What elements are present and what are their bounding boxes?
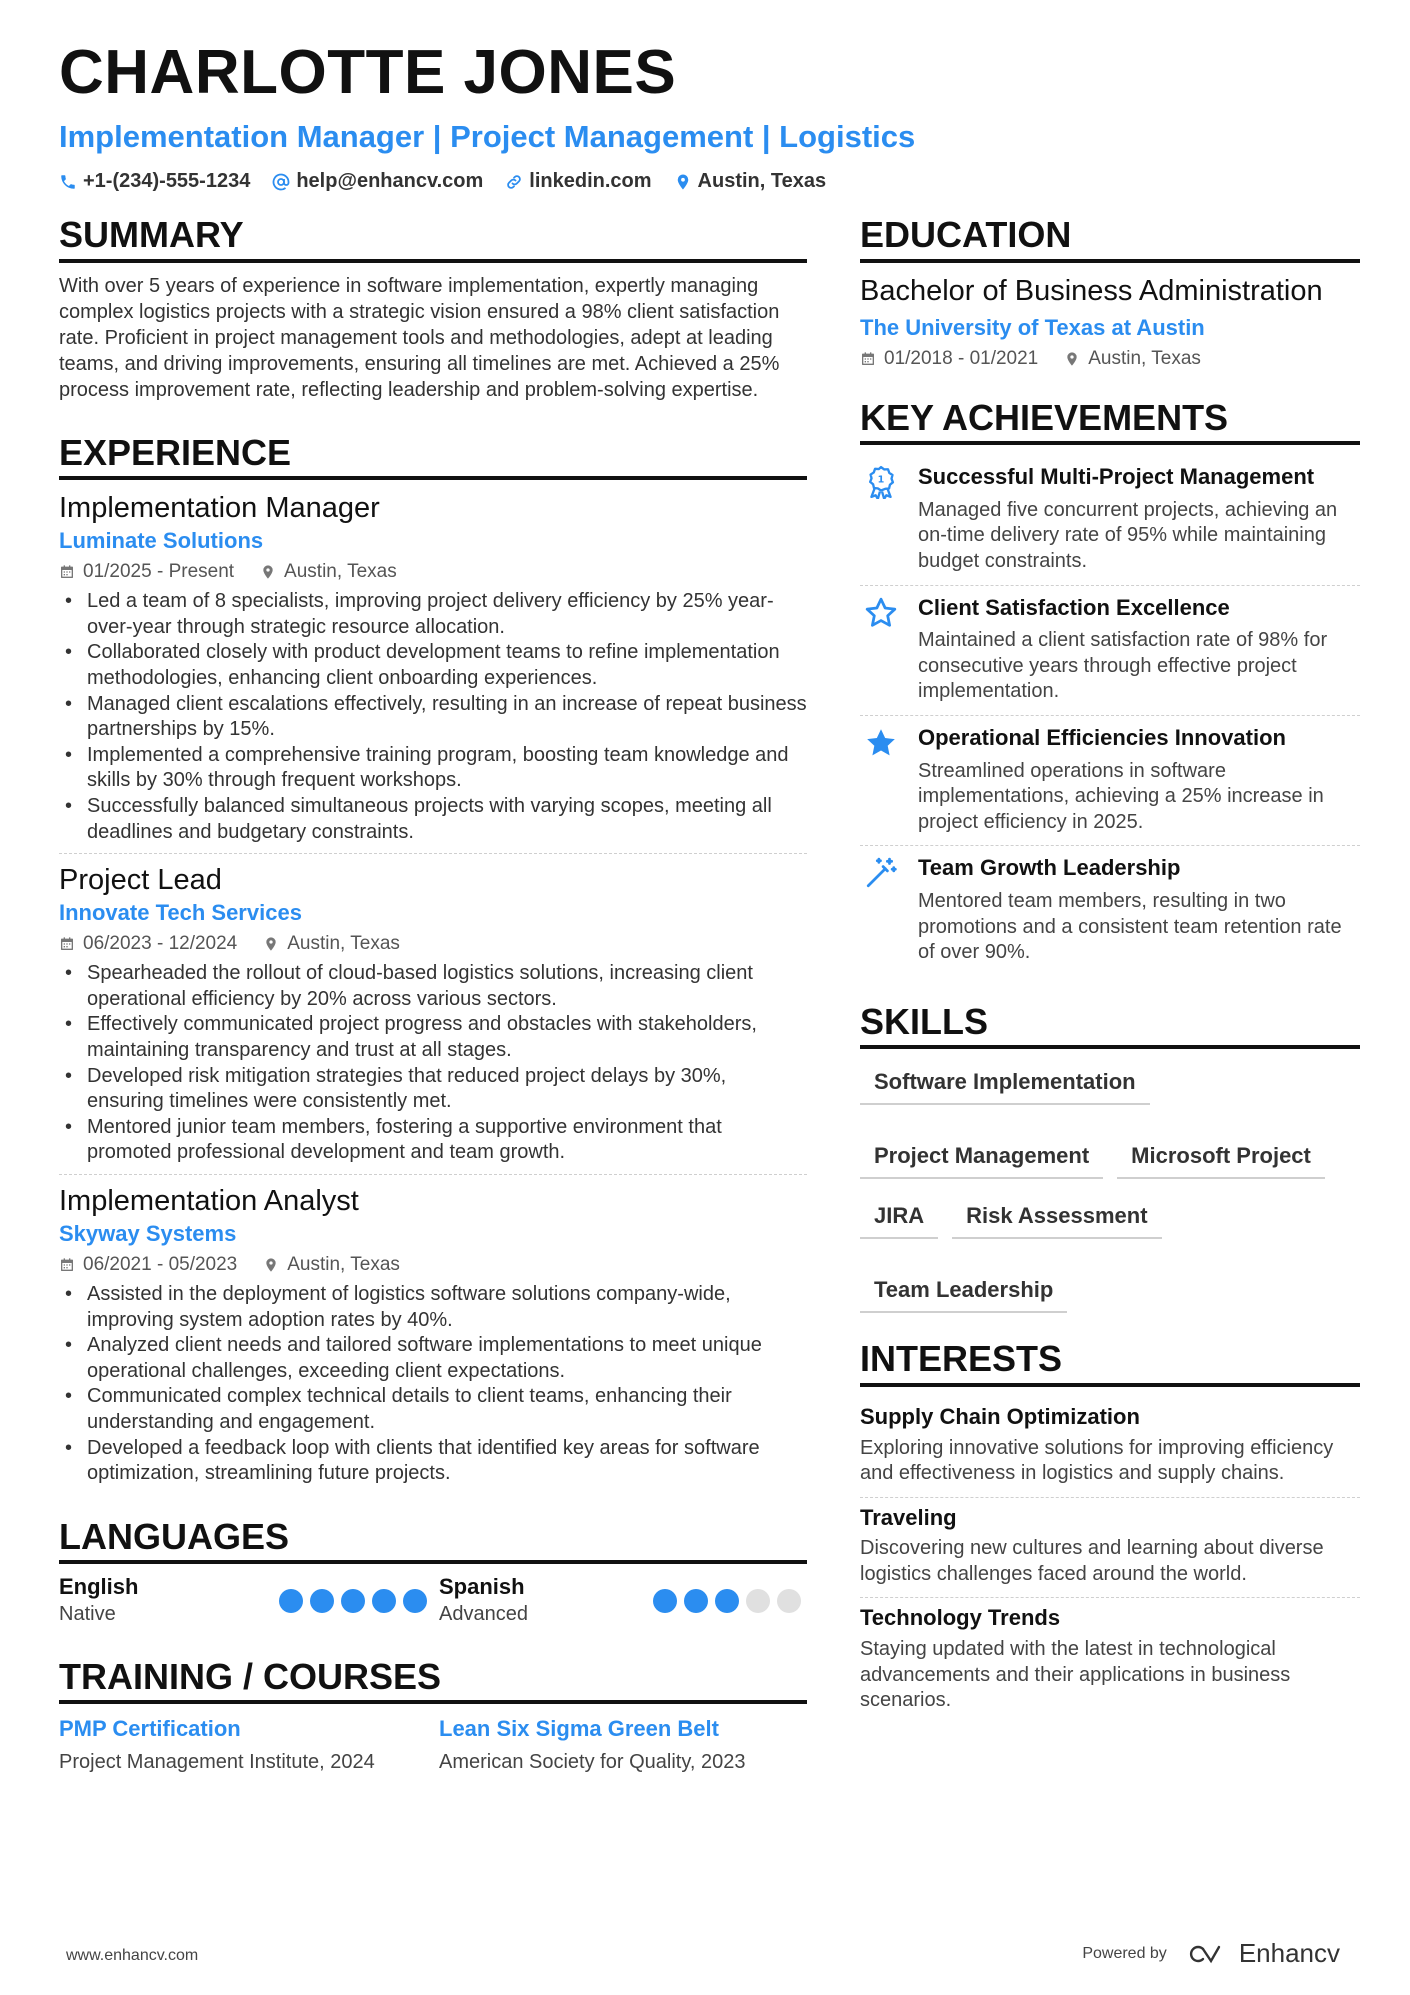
footer-branding	[1082, 1938, 1340, 1969]
magic-wand-icon	[860, 854, 902, 965]
contact-link[interactable]	[505, 170, 651, 193]
education-location	[1064, 348, 1201, 370]
experience-heading: EXPERIENCE	[59, 433, 807, 481]
job-dates	[59, 561, 234, 583]
degree-title: Bachelor of Business Administration	[860, 274, 1323, 307]
star-outline-icon	[860, 594, 902, 705]
interest-item	[860, 1597, 1360, 1723]
bullet-item: • Assisted in the deployment of logistics software solutions company-wide, improving system adoption rates by 40%.	[59, 1282, 807, 1333]
brand-logo[interactable]	[1185, 1938, 1340, 1969]
achievement-title: Team Growth Leadership	[918, 855, 1181, 881]
course-item	[59, 1714, 433, 1776]
job-entry	[59, 853, 807, 1174]
bullet-item: • Implemented a comprehensive training program, boosting team knowledge and skills by 30% through frequent workshops.	[59, 743, 807, 794]
brand-name: Enhancv	[1238, 1938, 1340, 1968]
calendar-icon	[59, 1257, 75, 1273]
interests-section	[860, 1339, 1360, 1724]
location-text: Austin, Texas	[697, 170, 827, 192]
contact-location	[674, 170, 827, 193]
location-pin-icon	[1064, 351, 1080, 367]
education-meta	[860, 348, 1360, 370]
language-level: Advanced	[439, 1602, 528, 1625]
experience-section	[59, 433, 807, 1495]
phone-text: +1-(234)-555-1234	[83, 170, 251, 192]
education-dates	[860, 348, 1038, 370]
achievements-heading: KEY ACHIEVEMENTS	[860, 398, 1360, 446]
rating-dot	[372, 1589, 396, 1613]
summary-text: With over 5 years of experience in software implementation, expertly managing complex logistics projects with a strategic vision ensured a 98% client satisfaction rate. Proficient in project management tools and methodologies, adept at leading teams, and driving improvements, ensuring all timelines are met. Achieved a 25% process improvement rate, reflecting leadership and problem-solving expertise.	[59, 274, 780, 401]
achievement-desc: Maintained a client satisfaction rate of 98% for consecutive years through effective project implementation.	[918, 629, 1328, 703]
bullet-item: • Managed client escalations effectively, resulting in an increase of repeat business partnerships by 15%.	[59, 692, 807, 743]
link-icon	[505, 173, 523, 191]
job-dates-text: 06/2023 - 12/2024	[83, 933, 238, 955]
skill-tag: JIRA	[860, 1193, 938, 1239]
achievement-item	[860, 845, 1360, 975]
language-item	[433, 1574, 807, 1626]
interest-item	[860, 1397, 1360, 1497]
job-meta	[59, 1254, 807, 1276]
link-text: linkedin.com	[529, 170, 652, 192]
job-location	[260, 561, 397, 583]
enhancv-logo-icon	[1185, 1941, 1231, 1967]
school-name: The University of Texas at Austin	[860, 314, 1205, 340]
language-rating	[653, 1589, 801, 1613]
bullet-item: • Successfully balanced simultaneous projects with varying scopes, meeting all deadlines and budgetary constraints.	[59, 794, 807, 845]
bullet-item: • Led a team of 8 specialists, improving project delivery efficiency by 25% year-over-year through strategic resource allocation.	[59, 589, 807, 640]
skill-tag: Software Implementation	[860, 1059, 1150, 1105]
job-meta	[59, 933, 807, 955]
job-title: Implementation Manager	[59, 492, 380, 525]
achievement-item	[860, 455, 1360, 584]
language-name: English	[59, 1574, 139, 1600]
achievement-title: Operational Efficiencies Innovation	[918, 724, 1286, 750]
rating-dot	[279, 1589, 303, 1613]
skill-tag: Team Leadership	[860, 1267, 1067, 1313]
candidate-title: Implementation Manager | Project Management | Logistics	[59, 119, 916, 154]
job-dates-text: 06/2021 - 05/2023	[83, 1254, 238, 1276]
job-entry	[59, 490, 807, 853]
bullet-item: • Mentored junior team members, fostering a supportive environment that promoted professional development and team growth.	[59, 1115, 807, 1166]
star-filled-icon	[860, 724, 902, 835]
job-location-text: Austin, Texas	[284, 561, 397, 583]
contact-email[interactable]	[272, 170, 483, 193]
training-heading: TRAINING / COURSES	[59, 1657, 807, 1705]
languages-list	[59, 1574, 807, 1626]
achievement-title: Successful Multi-Project Management	[918, 464, 1315, 490]
achievement-title: Client Satisfaction Excellence	[918, 594, 1230, 620]
rating-dot	[746, 1589, 770, 1613]
job-dates	[59, 1254, 237, 1276]
location-pin-icon	[260, 564, 276, 580]
skill-tag: Risk Assessment	[952, 1193, 1161, 1239]
company-name: Innovate Tech Services	[59, 900, 302, 926]
job-dates	[59, 933, 237, 955]
svg-text:1: 1	[877, 474, 885, 486]
bullet-item: • Developed risk mitigation strategies that reduced project delays by 30%, ensuring timelines were consistently met.	[59, 1064, 807, 1115]
job-entry	[59, 1174, 807, 1495]
achievement-desc: Streamlined operations in software implementations, achieving a 25% increase in project efficiency in 2025.	[918, 759, 1324, 833]
calendar-icon	[860, 351, 876, 367]
job-bullets	[59, 589, 807, 845]
interest-desc: Staying updated with the latest in technological advancements and their applications in business scenarios.	[860, 1638, 1291, 1712]
skills-list	[860, 1059, 1360, 1313]
phone-icon	[59, 173, 77, 191]
location-pin-icon	[674, 173, 692, 191]
course-org: American Society for Quality, 2023	[439, 1751, 746, 1774]
powered-by-text: Powered by	[1082, 1944, 1167, 1962]
skills-heading: SKILLS	[860, 1002, 1360, 1050]
right-column	[860, 215, 1360, 1724]
rating-dot	[341, 1589, 365, 1613]
language-level: Native	[59, 1602, 116, 1625]
achievement-item	[860, 715, 1360, 845]
course-name: Lean Six Sigma Green Belt	[439, 1716, 719, 1742]
job-meta	[59, 561, 807, 583]
job-location-text: Austin, Texas	[287, 1254, 400, 1276]
interest-title: Traveling	[860, 1504, 957, 1530]
job-location-text: Austin, Texas	[287, 933, 400, 955]
rating-dot	[684, 1589, 708, 1613]
bullet-item: • Collaborated closely with product development teams to refine implementation methodologies, enhancing client onboarding experiences.	[59, 640, 807, 691]
company-name: Luminate Solutions	[59, 528, 264, 554]
education-heading: EDUCATION	[860, 215, 1360, 263]
achievements-section	[860, 398, 1360, 976]
summary-heading: SUMMARY	[59, 215, 807, 263]
job-dates-text: 01/2025 - Present	[83, 561, 235, 583]
interest-desc: Discovering new cultures and learning about diverse logistics challenges faced around the world.	[860, 1537, 1324, 1585]
interests-heading: INTERESTS	[860, 1339, 1360, 1387]
course-org: Project Management Institute, 2024	[59, 1751, 375, 1774]
rating-dot	[403, 1589, 427, 1613]
skills-section	[860, 1002, 1360, 1314]
interest-title: Technology Trends	[860, 1605, 1061, 1631]
rating-dot	[653, 1589, 677, 1613]
languages-heading: LANGUAGES	[59, 1517, 807, 1565]
training-section	[59, 1657, 807, 1776]
achievement-item	[860, 585, 1360, 715]
job-title: Implementation Analyst	[59, 1184, 359, 1217]
achievement-desc: Mentored team members, resulting in two promotions and a consistent team retention rate of over 90%.	[918, 889, 1342, 964]
courses-list	[59, 1714, 807, 1776]
interest-title: Supply Chain Optimization	[860, 1403, 1140, 1429]
calendar-icon	[59, 936, 75, 952]
award-ribbon-icon	[860, 463, 902, 574]
rating-dot	[715, 1589, 739, 1613]
language-name: Spanish	[439, 1574, 525, 1600]
education-dates-text: 01/2018 - 01/2021	[884, 347, 1039, 369]
bullet-item: • Effectively communicated project progress and obstacles with stakeholders, maintaining transparency and trust at all stages.	[59, 1012, 807, 1063]
bullet-item: • Developed a feedback loop with clients that identified key areas for software optimization, streamlining future projects.	[59, 1436, 807, 1487]
calendar-icon	[59, 564, 75, 580]
course-item	[433, 1714, 807, 1776]
education-location-text: Austin, Texas	[1088, 347, 1201, 369]
job-location	[263, 1254, 400, 1276]
company-name: Skyway Systems	[59, 1221, 237, 1247]
candidate-name: CHARLOTTE JONES	[59, 38, 677, 107]
skill-tag: Project Management	[860, 1133, 1103, 1179]
bullet-item: • Spearheaded the rollout of cloud-based logistics solutions, increasing client operational efficiency by 20% across various sectors.	[59, 961, 807, 1012]
interest-item	[860, 1497, 1360, 1598]
bullet-item: • Communicated complex technical details to client teams, enhancing their understanding and engagement.	[59, 1384, 807, 1435]
course-name: PMP Certification	[59, 1716, 241, 1742]
email-text: help@enhancv.com	[296, 170, 484, 192]
language-rating	[279, 1589, 427, 1613]
job-bullets	[59, 1282, 807, 1487]
footer-website[interactable]: www.enhancv.com	[66, 1947, 199, 1964]
contact-bar	[59, 170, 826, 193]
summary-section	[59, 215, 807, 403]
job-location	[263, 933, 400, 955]
skill-tag: Microsoft Project	[1117, 1133, 1325, 1179]
rating-dot	[777, 1589, 801, 1613]
languages-section	[59, 1517, 807, 1627]
contact-phone[interactable]	[59, 170, 250, 193]
location-pin-icon	[263, 936, 279, 952]
at-sign-icon	[272, 173, 290, 191]
location-pin-icon	[263, 1257, 279, 1273]
left-column	[59, 215, 807, 1776]
language-item	[59, 1574, 433, 1626]
bullet-item: • Analyzed client needs and tailored software implementations to meet unique operational challenges, exceeding client expectations.	[59, 1333, 807, 1384]
interest-desc: Exploring innovative solutions for improving efficiency and effectiveness in logistics and supply chains.	[860, 1436, 1334, 1485]
achievement-desc: Managed five concurrent projects, achieving an on-time delivery rate of 95% while maintaining budget constraints.	[918, 498, 1338, 573]
education-section	[860, 215, 1360, 370]
job-bullets	[59, 961, 807, 1166]
job-title: Project Lead	[59, 864, 222, 897]
rating-dot	[310, 1589, 334, 1613]
